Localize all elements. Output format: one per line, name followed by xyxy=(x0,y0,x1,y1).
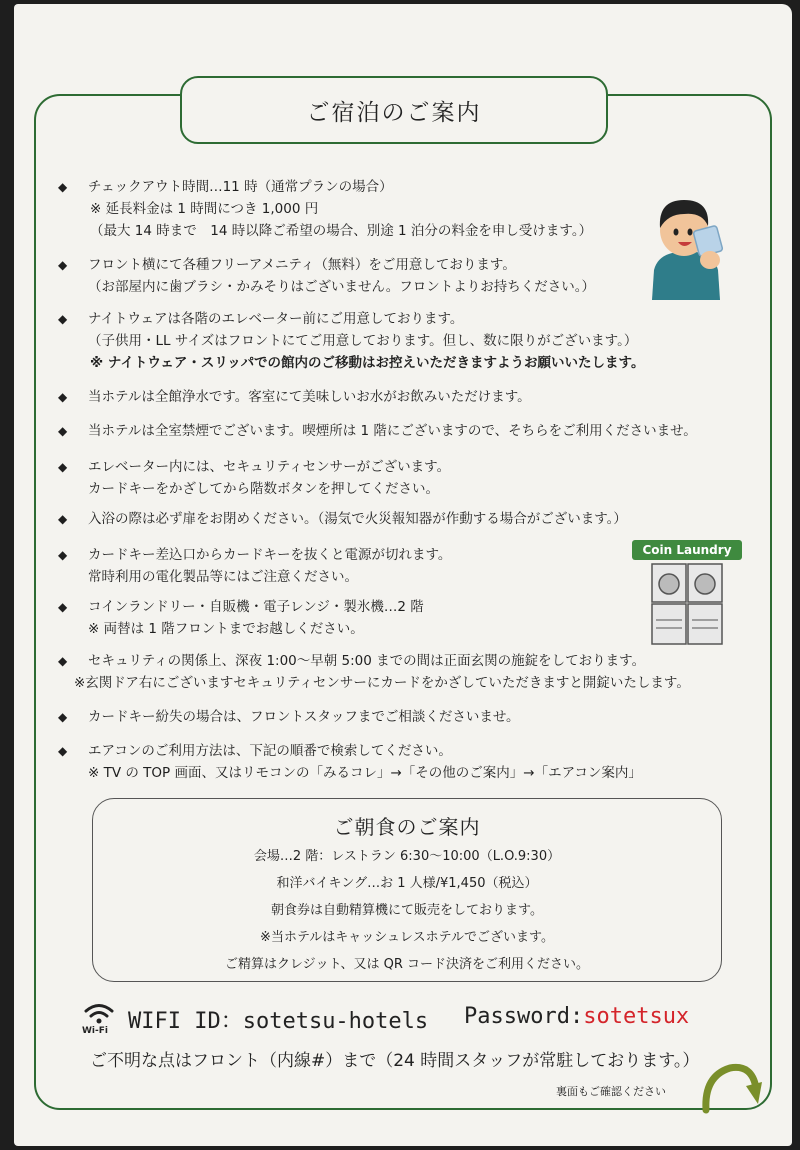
diamond-bullet-icon: ◆ xyxy=(58,512,68,526)
wifi-icon xyxy=(80,1000,120,1040)
diamond-bullet-icon: ◆ xyxy=(58,654,68,668)
item-line: エレベーター内には、セキュリティセンサーがございます。 xyxy=(88,459,451,475)
diamond-bullet-icon: ◆ xyxy=(58,312,68,326)
turn-page-arrow-icon xyxy=(700,1060,764,1114)
item-line: カードキー紛失の場合は、フロントスタッフまでご相談くださいませ。 xyxy=(88,709,520,725)
breakfast-line: ※当ホテルはキャッシュレスホテルでございます。 xyxy=(260,930,554,945)
item-line: ナイトウェアは各階のエレベーター前にご用意しております。 xyxy=(88,311,464,327)
diamond-bullet-icon: ◆ xyxy=(58,600,68,614)
item-line: カードキー差込口からカードキーを抜くと電源が切れます。 xyxy=(88,547,452,563)
item-line: チェックアウト時間…11 時（通常プランの場合） xyxy=(88,179,393,195)
item-line: （最大 14 時まで 14 時以降ご希望の場合、別途 1 泊分の料金を申し受けます。） xyxy=(90,223,593,239)
item-line: フロント横にて各種フリーアメニティ（無料）をご用意しております。 xyxy=(88,257,516,273)
diamond-bullet-icon: ◆ xyxy=(58,460,68,474)
wifi-id-label: WIFI ID： xyxy=(128,1009,243,1034)
diamond-bullet-icon: ◆ xyxy=(58,744,68,758)
diamond-bullet-icon: ◆ xyxy=(58,180,68,194)
item-line: ※ TV の TOP 画面、又はリモコンの「みるコレ」→「その他のご案内」→「エアコン案内」 xyxy=(88,765,642,781)
item-line: セキュリティの関係上、深夜 1:00～早朝 5:00 までの間は正面玄関の施錠をしております。 xyxy=(88,653,646,669)
breakfast-line: 和洋バイキング…お 1 人様/¥1,450（税込） xyxy=(276,876,538,891)
breakfast-title: ご朝食のご案内 xyxy=(333,815,481,839)
washing-machine-icon xyxy=(650,562,724,646)
item-line: 常時利用の電化製品等にはご注意ください。 xyxy=(88,569,358,585)
wifi-password-label: Password: xyxy=(464,1004,584,1029)
wifi-info xyxy=(80,1000,760,1040)
boy-drinking-water-icon xyxy=(640,188,736,300)
item-line: 当ホテルは全館浄水です。客室にて美味しいお水がお飲みいただけます。 xyxy=(88,389,531,405)
wifi-id-value: sotetsu-hotels xyxy=(242,1009,429,1034)
breakfast-line: 朝食券は自動精算機にて販売をしております。 xyxy=(271,903,543,918)
item-line: （お部屋内に歯ブラシ・かみそりはございません。フロントよりお持ちください。） xyxy=(88,279,596,295)
page-title: ご宿泊のご案内 xyxy=(180,76,608,144)
contact-note: ご不明な点はフロント（内線#）まで（24 時間スタッフが常駐しております。） xyxy=(90,1051,700,1071)
wifi-id xyxy=(128,1004,428,1035)
diamond-bullet-icon: ◆ xyxy=(58,548,68,562)
diamond-bullet-icon: ◆ xyxy=(58,710,68,724)
breakfast-line: ご精算はクレジット、又は QR コード決済をご利用ください。 xyxy=(224,957,590,972)
item-line: 入浴の際は必ず扉をお閉めください。（湯気で火災報知器が作動する場合がございます。） xyxy=(88,511,627,527)
back-side-note: 裏面もご確認ください xyxy=(556,1085,666,1098)
coin-laundry-sign: Coin Laundry xyxy=(632,540,742,560)
diamond-bullet-icon: ◆ xyxy=(58,424,68,438)
wifi-icon-label: Wi-Fi xyxy=(82,1026,108,1036)
item-line: エアコンのご利用方法は、下記の順番で検索してください。 xyxy=(88,743,452,759)
diamond-bullet-icon: ◆ xyxy=(58,390,68,404)
item-line: 当ホテルは全室禁煙でございます。喫煙所は 1 階にございますので、そちらをご利用くださいませ。 xyxy=(88,423,697,439)
breakfast-info-box xyxy=(92,798,722,982)
item-line: （子供用・LL サイズはフロントにてご用意しております。但し、数に限りがございます。） xyxy=(88,333,638,349)
breakfast-line: 会場…2 階：レストラン 6:30～10:00（L.O.9:30） xyxy=(253,849,561,864)
item-line: コインランドリー・自販機・電子レンジ・製氷機…2 階 xyxy=(88,599,424,615)
wifi-password-value: sotetsux xyxy=(583,1004,690,1029)
item-line: ※ 両替は 1 階フロントまでお越しください。 xyxy=(88,621,364,637)
item-line: ※玄関ドア右にございますセキュリティセンサーにカードをかざしていただきますと開錠いたします。 xyxy=(74,675,690,691)
coin-laundry-illustration xyxy=(632,540,742,648)
item-line: ※ 延長料金は 1 時間につき 1,000 円 xyxy=(90,201,319,217)
item-line: カードキーをかざしてから階数ボタンを押してください。 xyxy=(88,481,439,497)
diamond-bullet-icon: ◆ xyxy=(58,258,68,272)
wifi-password xyxy=(464,1004,689,1029)
item-line: ※ ナイトウェア・スリッパでの館内のご移動はお控えいただきますようお願いいたします。 xyxy=(90,355,645,371)
